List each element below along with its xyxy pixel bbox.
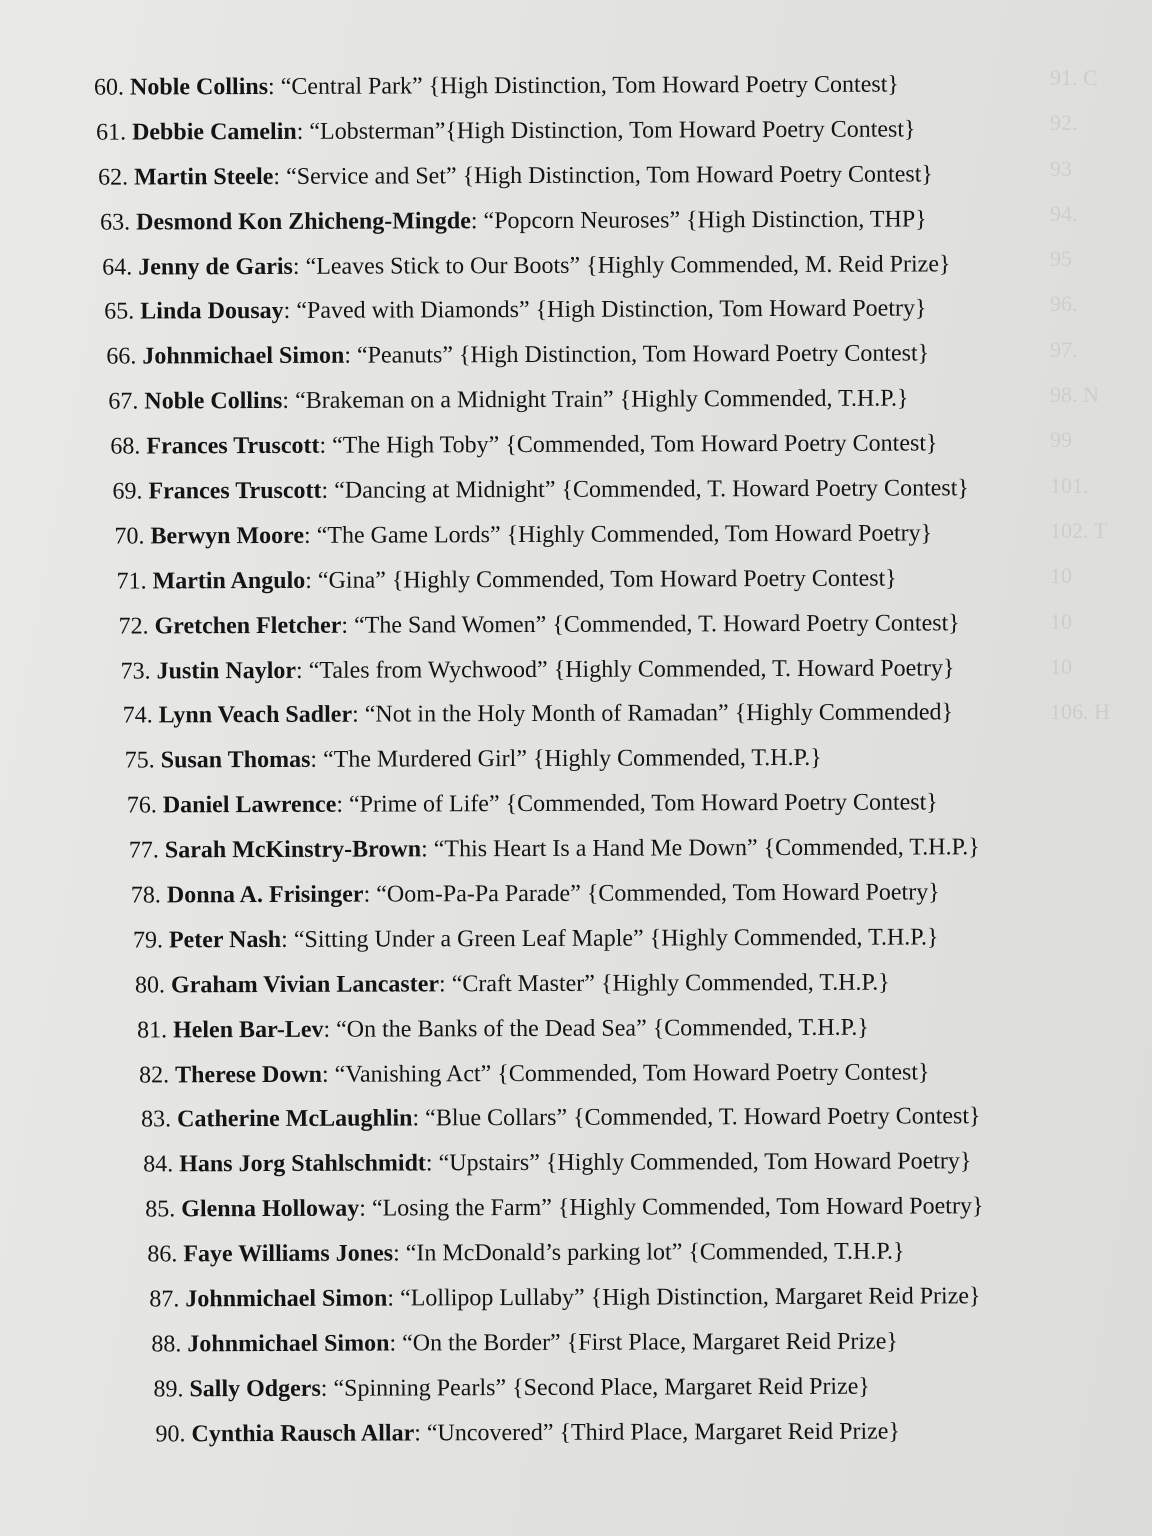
- entry-title-and-award: : “In McDonald’s parking lot” {Commended, T.H.P.}: [393, 1238, 905, 1267]
- entry-author: Graham Vivian Lancaster: [170, 971, 440, 999]
- entry-author: Debbie Camelin: [131, 118, 297, 146]
- bleed-through-line: 92.: [1050, 110, 1078, 136]
- entry-number: 69.: [112, 478, 143, 505]
- list-item: [0, 106, 1152, 155]
- entry-title-and-award: : “On the Border” {First Place, Margaret Reid Prize}: [389, 1328, 898, 1357]
- entry-author: Justin Naylor: [156, 657, 297, 684]
- list-item: [0, 151, 1152, 200]
- entry-title-and-award: : “Prime of Life” {Commended, Tom Howard Poetry Contest}: [336, 789, 938, 818]
- list-item: [0, 1274, 1152, 1323]
- bleed-through-line: 102. T: [1050, 517, 1108, 543]
- entry-number: 77.: [128, 837, 159, 864]
- entry-number: 61.: [95, 119, 127, 146]
- entry-number: 88.: [151, 1331, 182, 1358]
- entry-author: Noble Collins: [144, 388, 283, 415]
- bleed-through-line: 10: [1050, 563, 1072, 589]
- entry-number: 72.: [118, 613, 149, 640]
- entry-number: 70.: [114, 523, 145, 550]
- entry-author: Sally Odgers: [189, 1375, 321, 1403]
- entry-number: 66.: [106, 343, 137, 370]
- entry-author: Linda Dousay: [140, 298, 284, 325]
- entry-number: 80.: [134, 972, 166, 999]
- list-item: [0, 62, 1152, 111]
- list-item: [0, 1229, 1152, 1278]
- entry-number: 71.: [116, 568, 147, 595]
- bleed-through-line: 94.: [1050, 200, 1078, 226]
- bleed-through-line: 97.: [1050, 336, 1078, 362]
- entry-number: 81.: [136, 1017, 168, 1044]
- entry-title-and-award: : “Brakeman on a Midnight Train” {Highly Commended, T.H.P.}: [282, 385, 909, 415]
- entry-number: 85.: [145, 1196, 176, 1223]
- entry-author: Sarah McKinstry-Brown: [164, 836, 422, 864]
- entry-author: Johnmichael Simon: [185, 1285, 388, 1313]
- list-item: [0, 1139, 1152, 1188]
- entry-author: Donna A. Frisinger: [166, 881, 364, 909]
- bleed-through-line: 106. H: [1050, 699, 1110, 725]
- list-item: [0, 286, 1152, 335]
- entry-author: Jenny de Garis: [138, 253, 293, 281]
- list-item: [0, 1049, 1152, 1098]
- entry-number: 73.: [120, 657, 151, 685]
- entry-title-and-award: : “Uncovered” {Third Place, Margaret Reid Prize}: [414, 1418, 900, 1447]
- entry-number: 74.: [122, 702, 153, 729]
- list-item: [0, 1319, 1152, 1368]
- list-item: [0, 331, 1152, 380]
- list-item: [0, 735, 1152, 784]
- entry-author: Hans Jorg Stahlschmidt: [179, 1150, 426, 1178]
- entry-author: Glenna Holloway: [181, 1195, 360, 1223]
- list-item: [0, 1363, 1152, 1412]
- entry-list: [0, 66, 1152, 1458]
- list-item: [0, 870, 1152, 919]
- entry-title-and-award: : “Losing the Farm” {Highly Commended, Tom Howard Poetry}: [359, 1193, 984, 1222]
- bleed-through-line: 98. N: [1050, 382, 1099, 408]
- bleed-through-line: 10: [1050, 608, 1072, 634]
- entry-author: Johnmichael Simon: [142, 343, 345, 370]
- entry-author: Faye Williams Jones: [183, 1240, 394, 1268]
- entry-number: 67.: [108, 388, 139, 415]
- entry-author: Helen Bar-Lev: [172, 1016, 324, 1044]
- entry-number: 87.: [149, 1286, 180, 1313]
- list-item: [0, 914, 1152, 963]
- entry-title-and-award: : “The Game Lords” {Highly Commended, Tom Howard Poetry}: [303, 520, 933, 549]
- list-item: [0, 510, 1152, 559]
- entry-author: Susan Thomas: [160, 747, 311, 774]
- entry-title-and-award: : “On the Banks of the Dead Sea” {Commended, T.H.P.}: [323, 1014, 869, 1043]
- entry-title-and-award: : “Tales from Wychwood” {Highly Commended, T. Howard Poetry}: [295, 654, 955, 684]
- list-item: [0, 466, 1152, 515]
- entry-title-and-award: : “Lollipop Lullaby” {High Distinction, Margaret Reid Prize}: [387, 1283, 981, 1312]
- entry-author: Martin Steele: [134, 163, 274, 191]
- entry-number: 83.: [141, 1106, 172, 1133]
- list-item: [0, 421, 1152, 470]
- entry-title-and-award: : “The Murdered Girl” {Highly Commended, T.H.P.}: [310, 745, 822, 774]
- entry-title-and-award: : “Upstairs” {Highly Commended, Tom Howard Poetry}: [425, 1148, 972, 1177]
- list-item: [0, 600, 1152, 649]
- list-item: [0, 196, 1152, 245]
- entry-title-and-award: : “Not in the Holy Month of Ramadan” {Highly Commended}: [352, 699, 954, 729]
- entry-author: Frances Truscott: [146, 432, 320, 460]
- entry-number: 64.: [102, 254, 133, 281]
- entry-title-and-award: : “Gina” {Highly Commended, Tom Howard Poetry Contest}: [305, 565, 897, 594]
- entry-author: Cynthia Rausch Allar: [191, 1420, 415, 1447]
- bleed-through-line: 96.: [1050, 291, 1078, 317]
- list-item: [0, 1094, 1152, 1143]
- entry-number: 75.: [124, 747, 155, 774]
- entry-title-and-award: : “Oom-Pa-Pa Parade” {Commended, Tom Howard Poetry}: [363, 879, 940, 908]
- entry-number: 78.: [130, 882, 161, 909]
- bleed-through-line: 101.: [1050, 472, 1089, 498]
- list-item: [0, 1004, 1152, 1053]
- entry-author: Gretchen Fletcher: [154, 612, 342, 640]
- entry-author: Frances Truscott: [148, 477, 322, 505]
- entry-author: Desmond Kon Zhicheng-Mingde: [136, 207, 471, 236]
- entry-title-and-award: : “Blue Collars” {Commended, T. Howard Poetry Contest}: [412, 1103, 981, 1132]
- list-item: [0, 1184, 1152, 1233]
- entry-number: 90.: [155, 1421, 186, 1448]
- entry-title-and-award: : “Popcorn Neuroses” {High Distinction, THP}: [470, 206, 927, 234]
- entry-title-and-award: : “The Sand Women” {Commended, T. Howard Poetry Contest}: [341, 610, 960, 639]
- entry-title-and-award: : “Leaves Stick to Our Boots” {Highly Commended, M. Reid Prize}: [292, 250, 951, 280]
- list-item: [0, 780, 1152, 829]
- list-item: [0, 376, 1152, 425]
- entry-number: 60.: [93, 74, 125, 101]
- entry-title-and-award: : “This Heart Is a Hand Me Down” {Commended, T.H.P.}: [421, 834, 980, 863]
- entry-title-and-award: : “Service and Set” {High Distinction, Tom Howard Poetry Contest}: [273, 161, 933, 190]
- entry-title-and-award: : “Lobsterman”{High Distinction, Tom Howard Poetry Contest}: [296, 116, 916, 145]
- entry-title-and-award: : “Central Park” {High Distinction, Tom Howard Poetry Contest}: [267, 71, 899, 100]
- bleed-through-line: 99: [1050, 427, 1072, 453]
- list-item: [0, 690, 1152, 739]
- entry-number: 84.: [143, 1151, 174, 1178]
- entry-author: Lynn Veach Sadler: [158, 702, 353, 729]
- entry-title-and-award: : “Peanuts” {High Distinction, Tom Howard Poetry Contest}: [344, 340, 930, 370]
- entry-title-and-award: : “Vanishing Act” {Commended, Tom Howard Poetry Contest}: [321, 1059, 930, 1088]
- entry-title-and-award: : “Craft Master” {Highly Commended, T.H.P.}: [438, 969, 890, 998]
- entry-author: Peter Nash: [168, 926, 282, 954]
- entry-number: 89.: [153, 1376, 184, 1403]
- entry-number: 86.: [147, 1241, 178, 1268]
- entry-number: 65.: [104, 298, 135, 326]
- entry-number: 68.: [110, 433, 141, 460]
- entry-number: 79.: [132, 927, 163, 954]
- entry-title-and-award: : “Sitting Under a Green Leaf Maple” {Highly Commended, T.H.P.}: [281, 924, 939, 953]
- bleed-through-line: 10: [1050, 653, 1072, 679]
- list-item: [0, 241, 1152, 290]
- entry-number: 62.: [98, 164, 129, 191]
- bleed-through-line: 93: [1050, 155, 1072, 181]
- entry-author: Therese Down: [175, 1061, 323, 1088]
- list-item: [0, 645, 1152, 694]
- bleed-through-line: 95: [1050, 246, 1072, 272]
- entry-author: Daniel Lawrence: [162, 791, 337, 819]
- list-item: [0, 825, 1152, 874]
- entry-number: 63.: [100, 209, 131, 236]
- entry-number: 76.: [126, 792, 157, 819]
- entry-title-and-award: : “Spinning Pearls” {Second Place, Margaret Reid Prize}: [320, 1373, 870, 1402]
- entry-author: Johnmichael Simon: [187, 1330, 390, 1358]
- entry-number: 82.: [139, 1061, 170, 1089]
- bleed-through-line: 91. C: [1050, 65, 1098, 90]
- list-item: [0, 1408, 1152, 1457]
- entry-title-and-award: : “Dancing at Midnight” {Commended, T. Howard Poetry Contest}: [321, 475, 969, 504]
- entry-author: Berwyn Moore: [150, 522, 305, 550]
- entry-author: Noble Collins: [129, 73, 269, 101]
- entry-author: Martin Angulo: [152, 567, 306, 595]
- entry-title-and-award: : “The High Toby” {Commended, Tom Howard Poetry Contest}: [319, 430, 938, 459]
- entry-title-and-award: : “Paved with Diamonds” {High Distinction, Tom Howard Poetry}: [283, 295, 927, 325]
- list-item: [0, 959, 1152, 1008]
- entry-author: Catherine McLaughlin: [177, 1105, 413, 1133]
- list-item: [0, 555, 1152, 604]
